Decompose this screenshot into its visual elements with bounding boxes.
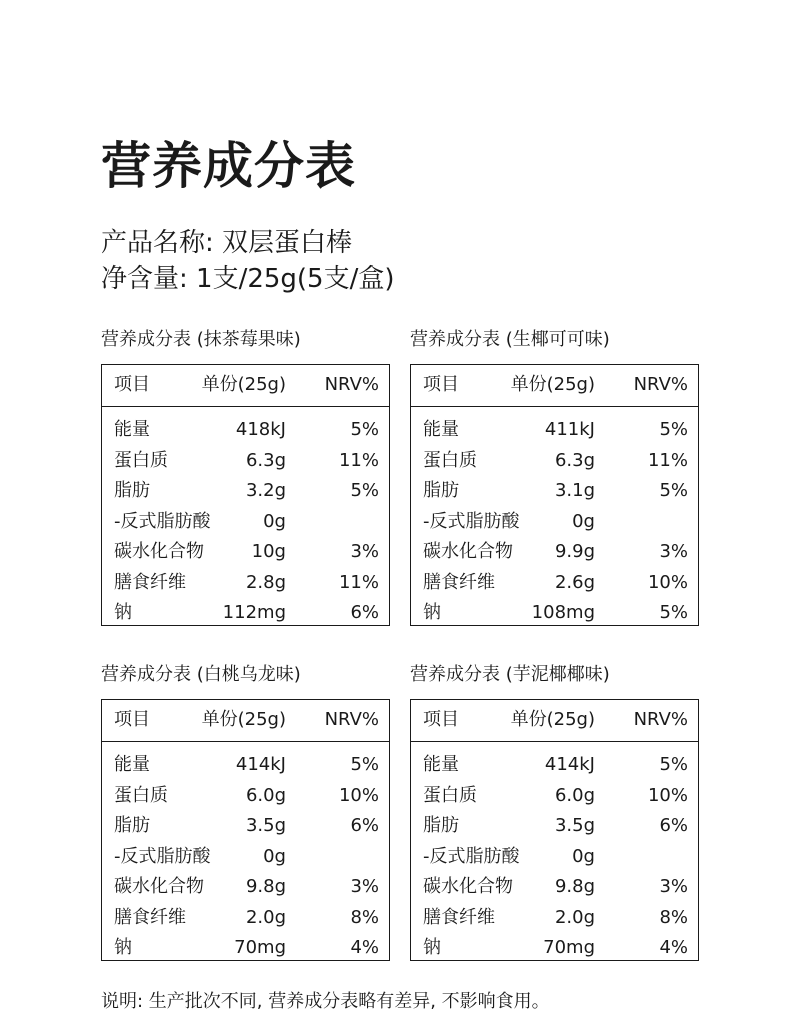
- table-row: [102, 781, 389, 812]
- nutrient-name: 脂肪: [423, 480, 459, 501]
- nutrient-name: 膳食纤维: [423, 571, 495, 593]
- page-title: 营养成分表: [101, 137, 356, 195]
- nutrient-value: 6.0g: [245, 784, 286, 806]
- nutrient-value: 6.3g: [554, 449, 595, 471]
- nutrient-name: 能量: [114, 419, 150, 440]
- nutrient-name: 膳食纤维: [114, 906, 186, 928]
- table-row: [102, 842, 389, 873]
- nutrient-name: 膳食纤维: [423, 906, 495, 928]
- nutrient-value: 70mg: [234, 937, 286, 958]
- nutrient-value: 0g: [263, 510, 286, 532]
- nutrient-value: 0g: [572, 845, 595, 867]
- table-row: [102, 933, 389, 964]
- nutrition-block: [101, 663, 390, 961]
- nutrient-value: 418kJ: [235, 419, 286, 440]
- nutrient-nrv: 5%: [659, 419, 688, 440]
- nutrient-nrv: 3%: [350, 876, 379, 897]
- product-name: 产品名称: 双层蛋白棒: [101, 228, 353, 258]
- header-nrv: NRV%: [633, 709, 688, 730]
- nutrient-name: 钠: [423, 937, 441, 958]
- nutrient-value: 0g: [263, 845, 286, 867]
- nutrient-name: 膳食纤维: [114, 571, 186, 593]
- nutrient-nrv: 11%: [338, 449, 379, 471]
- header-nrv: NRV%: [324, 709, 379, 730]
- table-row: [102, 811, 389, 842]
- nutrient-name: 蛋白质: [423, 784, 477, 806]
- table-row: [411, 781, 698, 812]
- nutrition-table: [410, 699, 699, 961]
- nutrient-name: 碳水化合物: [114, 876, 204, 897]
- nutrient-name: 碳水化合物: [114, 541, 204, 562]
- table-row: [411, 598, 698, 629]
- nutrient-name: -反式脂肪酸: [114, 510, 211, 532]
- nutrient-nrv: 6%: [350, 815, 379, 836]
- nutrient-value: 3.2g: [245, 480, 286, 501]
- table-title: 营养成分表 (白桃乌龙味): [101, 664, 301, 685]
- nutrient-name: 钠: [423, 602, 441, 623]
- nutrient-nrv: 4%: [350, 937, 379, 958]
- nutrition-table: [410, 364, 699, 626]
- net-content: 净含量: 1支/25g(5支/盒): [101, 264, 395, 294]
- header-nrv: NRV%: [324, 374, 379, 395]
- nutrient-name: 能量: [423, 754, 459, 775]
- table-title: 营养成分表 (芋泥椰椰味): [410, 664, 610, 685]
- nutrient-value: 411kJ: [544, 419, 595, 440]
- nutrient-nrv: 8%: [659, 906, 688, 928]
- table-row: [411, 750, 698, 781]
- nutrient-value: 3.5g: [554, 815, 595, 836]
- header-item: 项目: [423, 709, 459, 730]
- nutrient-name: -反式脂肪酸: [423, 510, 520, 532]
- nutrient-value: 0g: [572, 510, 595, 532]
- nutrition-block: [101, 328, 390, 626]
- nutrient-value: 9.8g: [554, 876, 595, 897]
- nutrient-name: 碳水化合物: [423, 876, 513, 897]
- table-row: [102, 507, 389, 538]
- nutrient-nrv: 5%: [350, 754, 379, 775]
- nutrient-value: 6.3g: [245, 449, 286, 471]
- table-row: [411, 476, 698, 507]
- header-per-serving: 单份(25g): [201, 374, 286, 395]
- table-title: 营养成分表 (抹茶莓果味): [101, 329, 301, 350]
- nutrient-value: 414kJ: [235, 754, 286, 775]
- header-item: 项目: [114, 709, 150, 730]
- nutrition-table: [101, 699, 390, 961]
- nutrient-nrv: 5%: [350, 480, 379, 501]
- table-row: [102, 598, 389, 629]
- nutrient-name: 脂肪: [114, 815, 150, 836]
- table-header: [411, 365, 698, 407]
- footnote: 说明: 生产批次不同, 营养成分表略有差异, 不影响食用。: [101, 991, 550, 1012]
- nutrient-nrv: 5%: [350, 419, 379, 440]
- nutrition-block: [410, 663, 699, 961]
- table-header: [102, 700, 389, 742]
- table-row: [102, 903, 389, 934]
- nutrient-nrv: 11%: [338, 571, 379, 593]
- header-per-serving: 单份(25g): [201, 709, 286, 730]
- table-row: [102, 415, 389, 446]
- nutrient-nrv: 6%: [659, 815, 688, 836]
- nutrient-nrv: 10%: [647, 784, 688, 806]
- nutrient-name: 能量: [423, 419, 459, 440]
- nutrient-name: 碳水化合物: [423, 541, 513, 562]
- nutrient-value: 112mg: [222, 602, 286, 623]
- nutrient-name: 蛋白质: [114, 449, 168, 471]
- table-row: [411, 568, 698, 599]
- table-row: [411, 903, 698, 934]
- nutrient-nrv: 11%: [647, 449, 688, 471]
- nutrient-nrv: 5%: [659, 602, 688, 623]
- table-row: [102, 750, 389, 781]
- nutrient-value: 2.0g: [245, 906, 286, 928]
- table-row: [411, 507, 698, 538]
- nutrient-value: 10g: [251, 541, 286, 562]
- table-row: [411, 933, 698, 964]
- nutrient-name: -反式脂肪酸: [114, 845, 211, 867]
- nutrient-value: 414kJ: [544, 754, 595, 775]
- table-row: [102, 446, 389, 477]
- nutrient-nrv: 5%: [659, 480, 688, 501]
- table-row: [102, 476, 389, 507]
- nutrient-nrv: 4%: [659, 937, 688, 958]
- nutrient-value: 3.1g: [554, 480, 595, 501]
- nutrient-value: 3.5g: [245, 815, 286, 836]
- nutrient-nrv: 3%: [659, 876, 688, 897]
- nutrient-name: 蛋白质: [114, 784, 168, 806]
- table-title: 营养成分表 (生椰可可味): [410, 329, 610, 350]
- nutrient-name: 钠: [114, 937, 132, 958]
- nutrient-nrv: 10%: [338, 784, 379, 806]
- nutrient-name: 钠: [114, 602, 132, 623]
- nutrient-nrv: 5%: [659, 754, 688, 775]
- nutrient-nrv: 3%: [350, 541, 379, 562]
- nutrient-nrv: 8%: [350, 906, 379, 928]
- nutrient-value: 9.9g: [554, 541, 595, 562]
- table-row: [102, 537, 389, 568]
- nutrition-table: [101, 364, 390, 626]
- nutrition-block: [410, 328, 699, 626]
- table-row: [102, 872, 389, 903]
- nutrient-name: 蛋白质: [423, 449, 477, 471]
- nutrient-name: -反式脂肪酸: [423, 845, 520, 867]
- table-row: [411, 537, 698, 568]
- nutrient-value: 2.0g: [554, 906, 595, 928]
- table-row: [411, 811, 698, 842]
- table-header: [411, 700, 698, 742]
- header-per-serving: 单份(25g): [510, 709, 595, 730]
- nutrient-name: 能量: [114, 754, 150, 775]
- nutrient-value: 2.8g: [245, 571, 286, 593]
- nutrient-name: 脂肪: [114, 480, 150, 501]
- table-header: [102, 365, 389, 407]
- header-nrv: NRV%: [633, 374, 688, 395]
- nutrient-nrv: 6%: [350, 602, 379, 623]
- nutrient-value: 9.8g: [245, 876, 286, 897]
- header-item: 项目: [114, 374, 150, 395]
- header-per-serving: 单份(25g): [510, 374, 595, 395]
- nutrient-name: 脂肪: [423, 815, 459, 836]
- nutrient-nrv: 3%: [659, 541, 688, 562]
- table-row: [102, 568, 389, 599]
- nutrient-nrv: 10%: [647, 571, 688, 593]
- nutrient-value: 2.6g: [554, 571, 595, 593]
- header-item: 项目: [423, 374, 459, 395]
- table-row: [411, 872, 698, 903]
- table-row: [411, 446, 698, 477]
- nutrient-value: 6.0g: [554, 784, 595, 806]
- table-row: [411, 842, 698, 873]
- table-row: [411, 415, 698, 446]
- nutrient-value: 108mg: [531, 602, 595, 623]
- nutrient-value: 70mg: [543, 937, 595, 958]
